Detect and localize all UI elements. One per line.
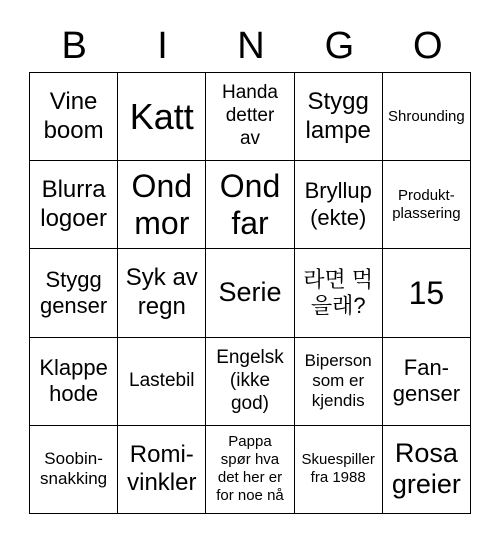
bingo-cell[interactable]: Romi- vinkler [118,426,206,514]
bingo-cell[interactable]: Stygg genser [30,249,118,337]
bingo-cell[interactable]: Soobin- snakking [30,426,118,514]
bingo-cell[interactable]: Shrounding [383,73,471,161]
bingo-cell[interactable]: Handa detter av [206,73,294,161]
bingo-cell[interactable]: Rosa greier [383,426,471,514]
bingo-cell[interactable]: Katt [118,73,206,161]
bingo-grid [29,72,471,514]
header-letter-g: G [324,25,355,67]
bingo-cell[interactable]: Serie [206,249,294,337]
bingo-cell[interactable]: Syk av regn [118,249,206,337]
bingo-cell[interactable]: Ond mor [118,161,206,249]
bingo-cell[interactable]: Stygg lampe [295,73,383,161]
header-letter-b: B [61,25,87,67]
bingo-cell[interactable]: Fan- genser [383,338,471,426]
bingo-cell[interactable]: Ond far [206,161,294,249]
bingo-header [30,20,472,72]
header-letter-o: O [412,25,443,67]
bingo-cell[interactable]: 15 [383,249,471,337]
bingo-cell[interactable]: Biperson som er kjendis [295,338,383,426]
bingo-cell[interactable]: Engelsk (ikke god) [206,338,294,426]
bingo-cell[interactable]: Klappe hode [30,338,118,426]
bingo-cell[interactable]: Blurra logoer [30,161,118,249]
bingo-cell[interactable]: 라면 먹 을래? [295,249,383,337]
header-letter-i: I [157,25,168,67]
bingo-cell[interactable]: Produkt- plassering [383,161,471,249]
bingo-cell[interactable]: Pappa spør hva det her er for noe nå [206,426,294,514]
header-letter-n: N [237,25,265,67]
bingo-cell[interactable]: Skuespiller fra 1988 [295,426,383,514]
bingo-cell[interactable]: Lastebil [118,338,206,426]
bingo-cell[interactable]: Vine boom [30,73,118,161]
bingo-cell[interactable]: Bryllup (ekte) [295,161,383,249]
